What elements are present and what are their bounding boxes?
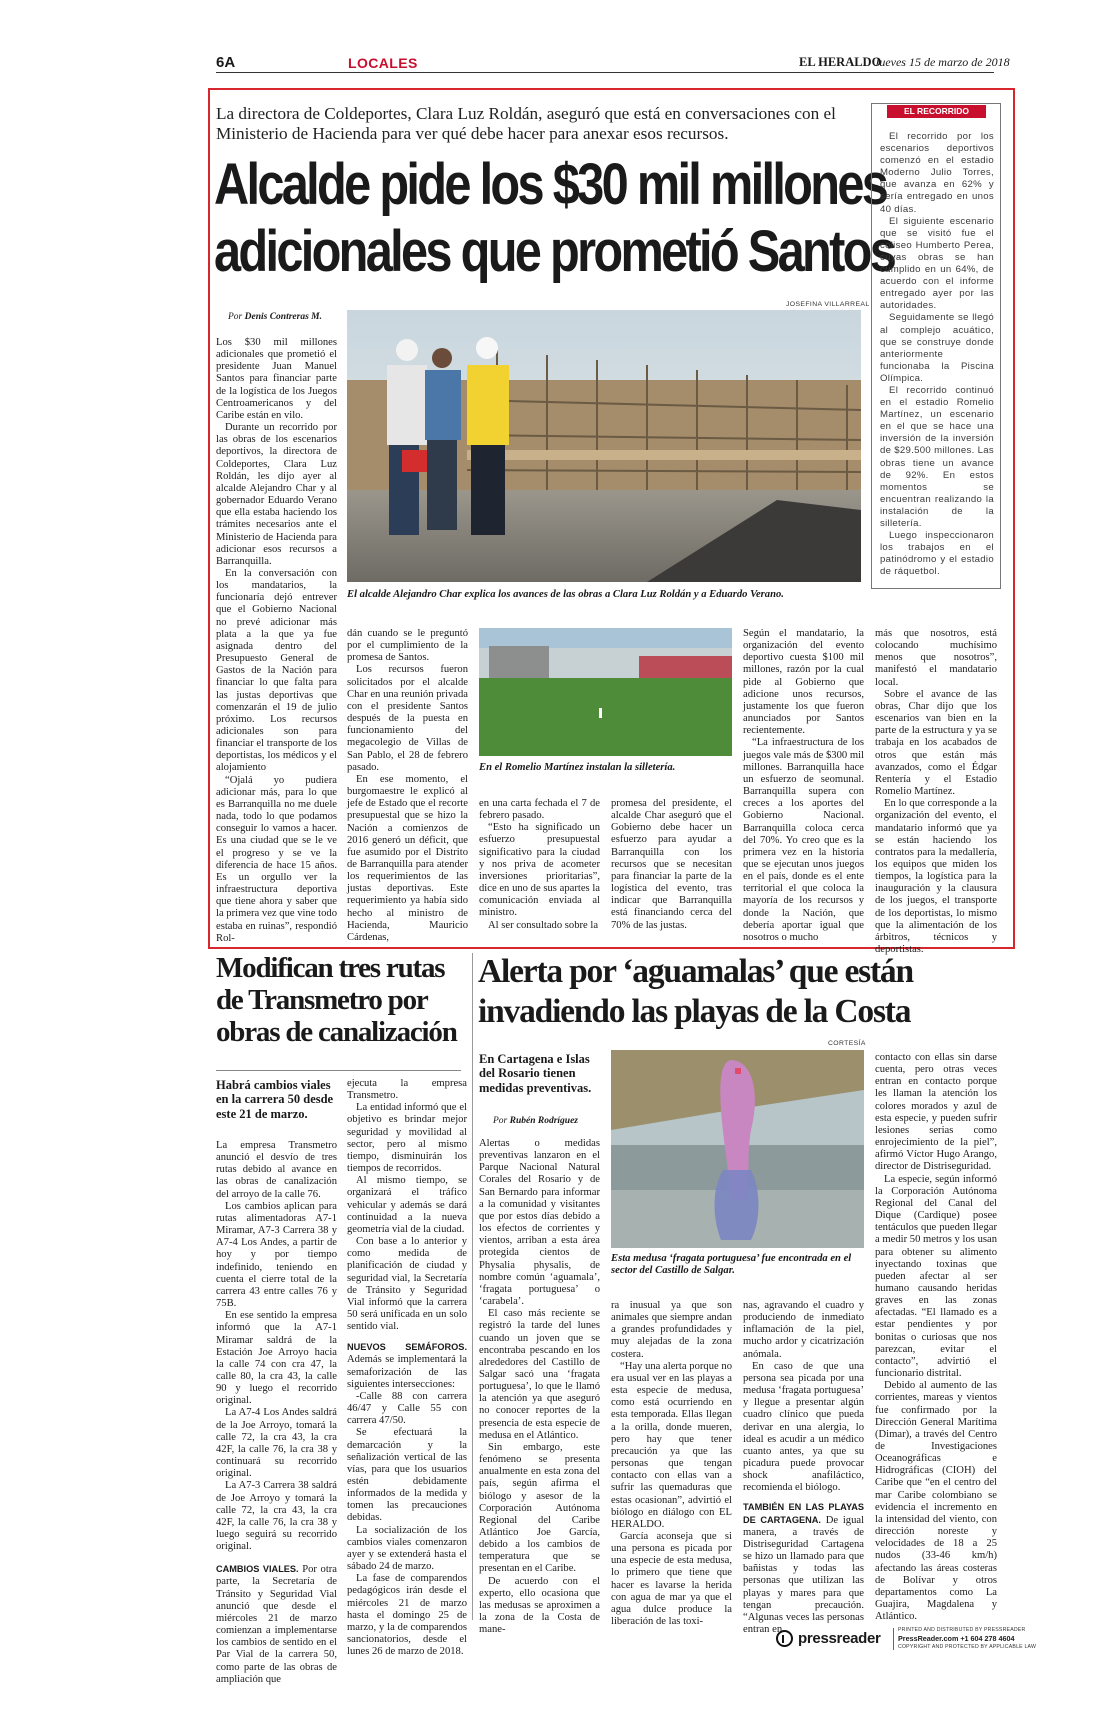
construction-site-image (347, 310, 861, 582)
main-column-2: dán cuando se le preguntó por el cumplimiento de la promesa de Santos. Los recursos fueron solicitados por el alcalde Char en una reunión privada con el presidente Santos después de la puesta en funcionamiento del megacolegio de Villas de San Pablo, el 28 de febrero pasado. En ese momento, el burgomaestre le explicó al jefe de Estado que el recorte presupuestal que se hizo la Nación a comienzos de 2016 generó un déficit, que fue asumido por el Distrito de Barranquilla para atender los requerimientos de las justas deportivas. Este requerimiento ya había sido hecho al ministro de Hacienda, Mauricio Cárdenas, (347, 628, 468, 943)
sidebar-label: EL RECORRIDO (887, 105, 986, 118)
footer-line3: COPYRIGHT AND PROTECTED BY APPLICABLE LAW (898, 1644, 1037, 1650)
stadium-image (479, 628, 732, 756)
main-photo (347, 310, 861, 582)
page-number: 6A (216, 54, 236, 71)
story2-headline-line1: Modifican tres rutas (216, 952, 445, 984)
header-rule (216, 72, 994, 73)
footer-line1: PRINTED AND DISTRIBUTED BY PRESSREADER (898, 1627, 1026, 1633)
column-divider (472, 953, 473, 1620)
pressreader-brand: pressreader (798, 1630, 881, 1647)
pressreader-icon (776, 1630, 793, 1647)
issue-date: Jueves 15 de marzo de 2018 (874, 55, 1010, 69)
story3-deck: En Cartagena e Islas del Rosario tienen medidas preventivas. (479, 1052, 592, 1095)
pressreader-logo[interactable] (776, 1630, 881, 1647)
main-kicker: La directora de Coldeportes, Clara Luz Roldán, aseguró que está en conversaciones con el Ministerio de Hacienda para ver qué debe hacer para anexar esos recursos. (216, 104, 836, 143)
story3-byline: Por Rubén Rodríguez (493, 1116, 578, 1126)
main-photo-credit: JOSEFINA VILLARREAL (786, 301, 870, 308)
stadium-photo (479, 628, 732, 756)
main-byline: Por Denis Contreras M. (228, 312, 322, 322)
story2-headline-line2: de Transmetro por (216, 984, 428, 1016)
masthead-name: EL HERALDO (799, 55, 882, 69)
main-photo-caption: El alcalde Alejandro Char explica los avances de las obras a Clara Luz Roldán y a Eduardo Verano. (347, 589, 784, 600)
story3-column-2: ra inusual ya que son animales que siempre andan a grandes profundidades y muy alejadas de la zona costera. “Hay una alerta porque no era usual ver en las playas a esta especie de medusa, como está ocurriendo en esta temporada. Ellas llegan a la orilla, donde mueren, pero hay que tener precaución ya que las personas que tengan contacto con ellas van a sufrir las quemaduras que estas ocasionan”, advirtió el biólogo en diálogo con EL HERALDO. García aconseja que si una persona es picada por una especie de esta medusa, lo primero que tiene que hacer es lavarse la herida con agua de mar ya que el agua dulce produce la liberación de las toxi- (611, 1300, 732, 1628)
story2-column-2: ejecuta la empresa Transmetro. La entidad informó que el objetivo es brindar mejor seguridad y movilidad al sector, pero al mismo tiempo, disminuirán los tiempos de recorridos. Al mismo tiempo, se organizará el tráfico vehicular y además se dará continuidad a la nueva geometría vial de la ciudad. Con base a lo anterior y como medida de planificación de ciudad y seguridad vial, la Secretaría de Tránsito y Seguridad Vial informó que la carrera 50 será unificada en un solo sentido vial. NUEVOS SEMÁFOROS. Además se implementará la semaforización de las siguientes intersecciones: -Calle 88 con carrera 46/47 y Calle 55 con carrera 47/50. Se efectuará la demarcación y la señalización vertical de las vías, para que los usuarios estén debidamente informados de la medida y tomen las precauciones debidas. La socialización de los cambios viales comenzaron ayer y se extenderá hasta el sábado 24 de marzo. La fase de comparendos pedagógicos irán desde el miércoles 21 de marzo hasta el domingo 25 de marzo, y la de comparendos sancionatorios, desde el lunes 26 de marzo de 2018. (347, 1078, 467, 1658)
jellyfish-photo-caption: Esta medusa ‘fragata portuguesa’ fue encontrada en el sector del Castillo de Salgar. (611, 1253, 852, 1276)
story2-deck: Habrá cambios viales en la carrera 50 desde este 21 de marzo. (216, 1078, 334, 1121)
story3-headline-line2: invadiendo las playas de la Costa (478, 993, 911, 1030)
story3-photo-credit: CORTESÍA (828, 1040, 866, 1047)
story3-headline-line1: Alerta por ‘aguamalas’ que están (478, 953, 913, 990)
main-column-6: más que nosotros, está colocando muchísimo menos que nosotros”, manifestó el mandatario local. Sobre el avance de las obras, Char dijo que los escenarios van bien en la parte de la estructura y ya se trabaja en los acabados de otros que están más avanzados, como el Édgar Rentería y el Estadio Romelio Martínez. En lo que corresponde a la organización del evento, el mandatario informó que ya se están haciendo los contratos para la medallería, los equipos que miden los tiempos, la logística para la inauguración y la clausura de los juegos, el transporte de los deportistas, lo mismo que la alimentación de los árbitros, técnicos y deportistas. (875, 628, 997, 956)
story2-headline-line3: obras de canalización (216, 1016, 457, 1048)
main-headline-line1: Alcalde pide los $30 mil millones (214, 152, 887, 217)
main-column-4: promesa del presidente, el alcalde Char aseguró que el Gobierno debe hacer un esfuerzo para ayudar a Barranquilla con los recursos que se necesitan para financiar la parte de la logística del evento, tras indicar que Barranquilla está financiando cerca del 70% de las justas. (611, 798, 732, 931)
main-column-1: Los $30 mil millones adicionales que prometió el presidente Juan Manuel Santos para financiar parte de la logística de los Juegos Centroamericanos y del Caribe están en vilo. Durante un recorrido por las obras de los escenarios deportivos, la directora de Coldeportes, Clara Luz Roldán, les dijo ayer al alcalde Alejandro Char y al gobernador Eduardo Verano que ella estaba haciendo los trámites necesarios ante el Ministerio de Hacienda para adicionar esos recursos a Barranquilla. En la conversación con los mandatarios, la funcionaría dejó entrever que el Gobierno Nacional no prevé adicionar más plata a la que ya fue asignada dentro del Presupuesto General de Gastos de la Nación para financiar lo que falta para las justas deportivas que comenzarán el 19 de julio próximo. Los recursos adicionales son para financiar el transporte de los deportistas, los médicos y el alojamiento “Ojalá yo pudiera adicionar más, para lo que es Barranquilla no me duele nada, todo lo que podamos conseguir lo vamos a hacer. Es una ciudad que se le ve el progreso y se ve la diferencia de hace 15 años. Es un orgullo ver la infraestructura deportiva que tiene ahora y saber que la primera vez que vine todo estaba en ruinas”, respondió Rol- (216, 337, 337, 944)
jellyfish-photo (611, 1050, 864, 1248)
story2-column-1: La empresa Transmetro anunció el desvío de tres rutas debido al avance en las obras de canalización del arroyo de la calle 76. Los cambios aplican para rutas alimentadoras A7-1 Miramar, A7-3 Carrera 38 y A7-4 Los Andes, a partir de hoy y por tiempo indefinido, teniendo en cuenta el cierre total de la carrera 43 entre calles 76 y 75B. En ese sentido la empresa informó que la A7-1 Miramar saldrá de la Estación Joe Arroyo hacia la calle 74 con cra 47, la calle 80, la cra 43, la calle 90 y luego el recorrido original. La A7-4 Los Andes saldrá de la Joe Arroyo, tomará la calle 72, la cra 43, la cra 42F, la calle 76, la cra 38 y continuará su recorrido original. La A7-3 Carrera 38 saldrá de Joe Arroyo y tomará la calle 72, la cra 43, la cra 42F, la calle 76, la cra 38 y luego seguirá su recorrido original. CAMBIOS VIALES. Por otra parte, la Secretaría de Tránsito y Seguridad Vial anunció que desde el miércoles 21 de marzo comienzan a implementarse los cambios de sentido en el Par Vial de la carrera 50, como parte de las obras de ampliación que (216, 1140, 337, 1685)
main-headline-line2: adicionales que prometió Santos (214, 219, 895, 284)
section-label: LOCALES (348, 55, 418, 71)
stadium-photo-caption: En el Romelio Martínez instalan la silletería. (479, 762, 676, 773)
main-column-5: Según el mandatario, la organización del evento deportivo cuesta $100 mil millones, razón por la cual pide al Gobierno que adicione unos recursos, justamente los que fueron anunciados por Santos recientemente. “La infraestructura de los juegos vale más de $300 mil millones. Barranquilla hace un esfuerzo de seomunal. Barranquilla supera con creces a los aportes del Gobierno Nacional. Barranquilla coloca cerca del 70%. Yo creo que es la primera vez en la historia que se ejecutan unos juegos en el país, donde es el ente territorial el que coloca la mayoría de los recursos y donde la Nación, que debería aportar igual que nosotros o mucho (743, 628, 864, 943)
footer-line2: PressReader.com +1 604 278 4604 (898, 1634, 1015, 1643)
sidebar-text: El recorrido por los escenarios deportivos comenzó en el estadio Moderno Julio Torres, que avanza en 62% y sería entregado en unos 40 días. El siguiente escenario que se visitó fue el coliseo Humberto Perea, cuyas obras se han cumplido en un 64%, de acuerdo con el informe entregado ayer por las autoridades. Seguidamente se llegó al complejo acuático, que se construye donde anteriormente funcionaba la Piscina Olímpica. El recorrido continuó en el estadio Romelio Martínez, un escenario en el que se hace una inversión de la inversión de $29.500 millones. Las obras tiene un avance de 92%. En estos momentos se encuentran realizando la instalación de la silletería. Luego inspeccionaron los trabajos en el patinódromo y el estadio de ráquetbol. (880, 131, 994, 578)
jellyfish-image (611, 1050, 864, 1248)
story3-column-4: contacto con ellas sin darse cuenta, pero otras veces entran en contacto porque les llaman la atención los colores morados y azul de esta especie, y pueden sufrir lesiones serias como enrojecimiento de la piel”, afirmó Víctor Hugo Arango, director de Distriseguridad. La especie, según informó la Corporación Autónoma Regional del Canal del Dique (Cardique) posee tentáculos que pueden llegar a medir 50 metros y los usan para obtener su alimento inyectando toxinas que pueden afectar al ser humano causando heridas graves en las zonas afectadas. “El llamado es a estar pendientes y por bonitas o curiosas que nos parezcan, evitar el contacto”, advirtió el funcionario distrital. Debido al aumento de las corrientes, mareas y vientos fue confirmado por la Dirección General Marítima (Dimar), a través del Centro de Investigaciones Oceanográficas e Hidrográficas (CIOH) del Caribe que “en el centro del mar Caribe colombiano se evidencia el incremento en la intensidad del viento, con dirección noreste y velocidades de 18 a 25 nudos (33-46 km/h) afectando las áreas costeras de Bolívar y otros departamentos como La Guajira, Magdalena y Atlántico. (875, 1052, 997, 1623)
footer-divider (893, 1628, 894, 1650)
story2-rule (216, 1070, 461, 1071)
story3-column-3: nas, agravando el cuadro y produciendo de inmediato inflamación de la piel, mucho ardor y cicatrización anómala. En caso de que una persona sea picada por una medusa ‘fragata portuguesa’ y llegue a presentar algún cuadro clínico que pueda derivar en una alergia, lo ideal es acudir a un médico cuanto antes, ya que su picadura puede provocar shock anafiláctico, recomienda el biólogo. TAMBIÉN EN LAS PLAYAS DE CARTAGENA. De igual manera, a través de Distriseguridad Cartagena se hizo un llamado para que bañistas y todas las personas que utilizan las playas y mares para que tengan precaución. “Algunas veces las personas entran en (743, 1300, 865, 1636)
main-column-3: en una carta fechada el 7 de febrero pasado. “Esto ha significado un esfuerzo presupuestal significativo para la ciudad y nos priva de acometer inversiones prioritarias”, dice en uno de sus apartes la comunicación enviada al ministro. Al ser consultado sobre la (479, 798, 600, 931)
story3-column-1: Alertas o medidas preventivas lanzaron en el Parque Nacional Natural Corales del Rosario y de San Bernardo para informar a la comunidad y visitantes que por estos días debido a los efectos de corrientes y vientos, arriban a esta área protegida cientos de Physalia physalis, de nombre común ‘aguamala’, ‘fragata portuguesa’ o ‘carabela’. El caso más reciente se registró la tarde del lunes cuando un joven que se encontraba pescando en los alrededores del Castillo de Salgar sacó una ‘fragata portuguesa’, lo que le llamó la atención ya que aseguró no conocer reportes de la presencia de esta especie de medusa en el Atlántico. Sin embargo, este fenómeno se presenta anualmente en esta zona del país, según afirma el biólogo y asesor de la Corporación Autónoma Regional del Caribe Atlántico Joe García, debido a los cambios de temperatura que se presentan en el Caribe. De acuerdo con el experto, ello ocasiona que las medusas se aproximen a la zona de la Costa de mane- (479, 1138, 600, 1636)
